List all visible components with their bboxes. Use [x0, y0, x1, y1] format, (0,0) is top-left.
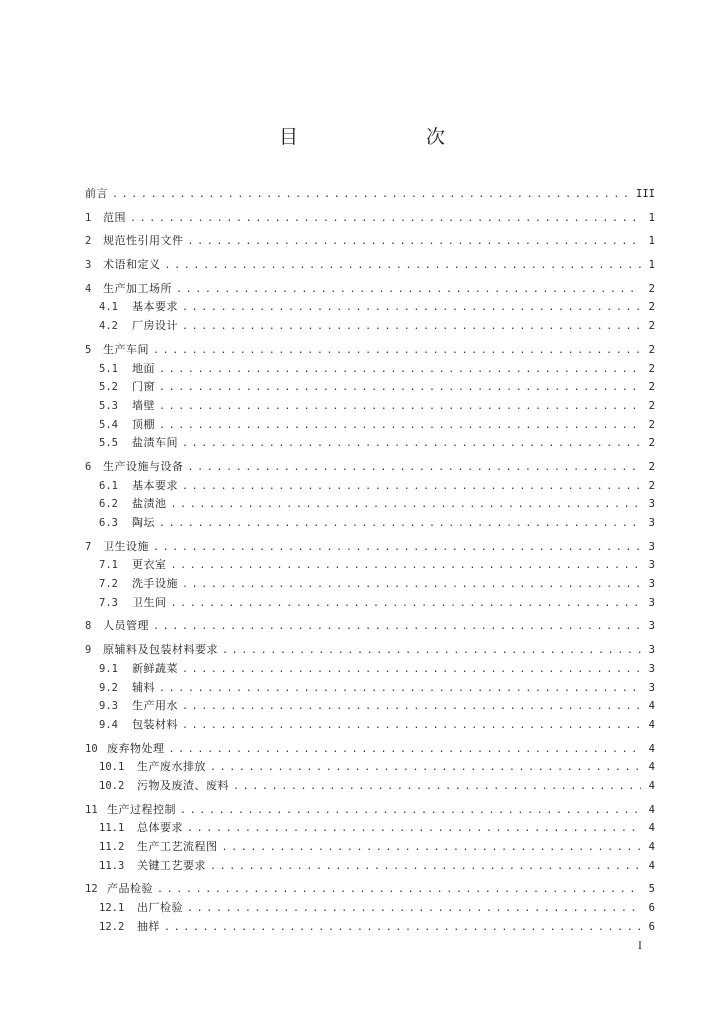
dot-leader [157, 881, 641, 900]
toc-entry-page: 3 [648, 578, 655, 591]
dot-leader [159, 417, 641, 436]
toc-entry-number: 10.1 [99, 761, 125, 774]
toc-entry-number: 4.1 [99, 301, 118, 314]
toc-entry-page: 3 [648, 681, 655, 694]
toc-entry[interactable] [85, 378, 655, 397]
toc-entry-page: 2 [648, 460, 655, 473]
toc-entry[interactable] [85, 397, 655, 416]
dot-leader [182, 661, 641, 680]
toc-entry-number: 5.4 [99, 418, 118, 431]
toc-entry-number: 3 [85, 259, 92, 272]
dot-leader [159, 361, 641, 380]
toc-entry-page: 4 [648, 718, 655, 731]
toc-entry[interactable] [85, 280, 655, 299]
toc-entry[interactable] [85, 716, 655, 735]
toc-entry-title: 新鲜蔬菜 [132, 661, 178, 675]
toc-entry-page: 1 [648, 235, 655, 248]
toc-entry-number: 9.3 [99, 700, 118, 713]
toc-entry-page: 3 [648, 596, 655, 609]
toc-entry-page: 4 [648, 761, 655, 774]
toc-entry-title: 顶棚 [132, 417, 155, 431]
toc-entry-page: 2 [648, 301, 655, 314]
toc-entry-title: 墙壁 [132, 398, 155, 412]
toc-entry-title: 辅料 [132, 680, 155, 694]
dot-leader [182, 299, 641, 318]
toc-entry-number: 7.1 [99, 559, 118, 572]
toc-entry-title: 卫生设施 [103, 539, 149, 553]
dot-leader [153, 342, 641, 361]
dot-leader [188, 233, 642, 252]
table-of-contents [85, 185, 655, 936]
toc-entry-title: 盐渍池 [132, 497, 167, 511]
toc-entry-number: 9.2 [99, 681, 118, 694]
toc-entry[interactable] [85, 416, 655, 435]
toc-entry-title: 范围 [103, 210, 126, 224]
toc-entry-title: 生产废水排放 [137, 760, 206, 774]
toc-entry-title: 产品检验 [107, 882, 153, 896]
toc-entry-number: 12.1 [99, 902, 125, 915]
toc-entry[interactable] [85, 256, 655, 275]
toc-entry[interactable] [85, 232, 655, 251]
dot-leader [182, 318, 641, 337]
toc-entry-title: 人员管理 [103, 619, 149, 633]
toc-entry[interactable] [85, 857, 655, 876]
toc-entry[interactable] [85, 641, 655, 660]
toc-entry-number: 11.3 [99, 859, 125, 872]
toc-entry-title: 门窗 [132, 380, 155, 394]
toc-entry-number: 9.4 [99, 718, 118, 731]
toc-entry[interactable] [85, 341, 655, 360]
toc-entry-title: 生产过程控制 [107, 802, 176, 816]
toc-entry-title: 出厂检验 [137, 901, 183, 915]
dot-leader [233, 778, 641, 797]
toc-entry-title: 卫生间 [132, 595, 167, 609]
toc-entry[interactable] [85, 495, 655, 514]
toc-entry-title: 生产工艺流程图 [137, 840, 218, 853]
toc-entry[interactable] [85, 617, 655, 636]
toc-entry-page: 4 [648, 859, 655, 872]
toc-entry[interactable] [85, 918, 655, 937]
toc-entry-title: 基本要求 [132, 300, 178, 314]
toc-entry-title: 总体要求 [137, 821, 183, 835]
toc-entry-title: 生产用水 [132, 699, 178, 713]
dot-leader [182, 717, 641, 736]
dot-leader [159, 515, 641, 534]
dot-leader [210, 759, 641, 778]
toc-entry-title: 洗手设施 [132, 577, 178, 591]
toc-entry[interactable] [85, 514, 655, 533]
toc-entry-page: 3 [648, 559, 655, 572]
toc-entry[interactable] [85, 185, 655, 204]
toc-entry[interactable] [85, 317, 655, 336]
toc-entry-page: 4 [648, 700, 655, 713]
toc-entry-number: 11 [85, 803, 98, 816]
toc-entry-title: 更衣室 [132, 558, 167, 572]
toc-entry-number: 10.2 [99, 779, 125, 792]
toc-entry[interactable] [85, 838, 655, 857]
toc-entry-title: 原辅料及包装材料要求 [103, 643, 218, 657]
toc-entry-number: 6 [85, 460, 92, 473]
toc-entry-title: 生产加工场所 [103, 281, 172, 295]
toc-entry[interactable] [85, 556, 655, 575]
toc-entry-title: 地面 [132, 361, 155, 375]
toc-entry-title: 生产设施与设备 [103, 459, 184, 473]
toc-entry-title: 前言 [85, 187, 108, 200]
toc-entry-number: 5.3 [99, 399, 118, 412]
toc-entry[interactable] [85, 458, 655, 477]
toc-entry-title: 盐渍车间 [132, 436, 178, 450]
toc-entry-page: 2 [648, 437, 655, 450]
dot-leader [182, 576, 641, 595]
toc-entry[interactable] [85, 740, 655, 759]
toc-entry-title: 废弃物处理 [107, 741, 165, 755]
toc-entry-number: 5 [85, 343, 92, 356]
dot-leader [171, 557, 642, 576]
toc-entry-page: 2 [648, 320, 655, 333]
toc-entry[interactable] [85, 880, 655, 899]
toc-entry-number: 9.1 [99, 662, 118, 675]
toc-entry-page: 3 [648, 644, 655, 657]
dot-leader [182, 698, 641, 717]
dot-leader [182, 478, 641, 497]
toc-entry-number: 8 [85, 620, 92, 633]
toc-entry-page: 4 [648, 822, 655, 835]
toc-entry-page: 3 [648, 540, 655, 553]
dot-leader [222, 642, 641, 661]
toc-entry[interactable] [85, 477, 655, 496]
toc-entry-title: 术语和定义 [103, 258, 161, 272]
toc-entry[interactable] [85, 594, 655, 613]
toc-entry-page: III [636, 188, 655, 200]
toc-entry-page: 3 [648, 517, 655, 529]
toc-entry-number: 1 [85, 211, 92, 224]
toc-entry-number: 2 [85, 235, 92, 248]
toc-entry[interactable] [85, 209, 655, 228]
dot-leader [222, 839, 642, 858]
toc-entry-page: 2 [648, 343, 655, 356]
dot-leader [210, 858, 641, 877]
toc-entry-page: 2 [648, 381, 655, 394]
toc-entry-page: 3 [648, 498, 655, 511]
toc-entry-page: 4 [648, 779, 655, 792]
dot-leader [153, 618, 641, 637]
dot-leader [182, 435, 641, 454]
dot-leader [180, 802, 641, 821]
toc-entry-title: 关键工艺要求 [137, 858, 206, 872]
toc-entry-number: 10 [85, 742, 98, 755]
toc-entry-title: 抽样 [137, 919, 160, 933]
toc-entry-title: 生产车间 [103, 342, 149, 356]
dot-leader [153, 539, 641, 558]
toc-entry[interactable] [85, 434, 655, 453]
toc-entry-title: 污物及废渣、废料 [137, 778, 229, 792]
dot-leader [176, 281, 641, 300]
page-title: 目 次 [278, 126, 475, 148]
toc-entry[interactable] [85, 679, 655, 698]
toc-entry-number: 6.2 [99, 498, 118, 511]
toc-entry-number: 11.2 [99, 841, 125, 853]
toc-entry-page: 5 [648, 883, 655, 896]
toc-entry-number: 11.1 [99, 822, 125, 835]
toc-entry-page: 1 [648, 211, 655, 224]
toc-entry-page: 4 [648, 803, 655, 816]
dot-leader [164, 919, 641, 938]
toc-entry-number: 5.2 [99, 381, 118, 394]
toc-entry-page: 3 [648, 620, 655, 633]
toc-entry-number: 5.5 [99, 437, 118, 450]
dot-leader [188, 459, 642, 478]
dot-leader [187, 900, 641, 919]
dot-leader [171, 595, 642, 614]
toc-entry-number: 5.1 [99, 362, 118, 375]
toc-entry-page: 1 [648, 259, 655, 272]
toc-entry-number: 6.3 [99, 517, 118, 529]
toc-entry-page: 6 [648, 920, 655, 933]
toc-entry-number: 4 [85, 282, 92, 295]
toc-entry-number: 12 [85, 883, 98, 896]
toc-entry-number: 7.2 [99, 578, 118, 591]
toc-entry-title: 厂房设计 [132, 319, 178, 333]
toc-entry-page: 2 [648, 479, 655, 492]
toc-entry[interactable] [85, 575, 655, 594]
toc-entry[interactable] [85, 298, 655, 317]
toc-entry-number: 7 [85, 540, 92, 553]
toc-entry[interactable] [85, 777, 655, 796]
page-number: I [638, 941, 642, 952]
dot-leader [159, 680, 641, 699]
dot-leader [159, 398, 641, 417]
dot-leader [130, 210, 641, 229]
toc-entry[interactable] [85, 758, 655, 777]
dot-leader [159, 379, 641, 398]
toc-entry-number: 4.2 [99, 320, 118, 333]
toc-entry-title: 包装材料 [132, 717, 178, 731]
toc-entry-page: 4 [648, 841, 655, 853]
toc-entry-title: 规范性引用文件 [103, 234, 184, 248]
toc-entry-page: 6 [648, 902, 655, 915]
toc-entry-page: 2 [648, 282, 655, 295]
toc-entry-page: 2 [648, 418, 655, 431]
toc-entry[interactable] [85, 899, 655, 918]
toc-entry-number: 7.3 [99, 596, 118, 609]
dot-leader [165, 257, 642, 276]
toc-entry-title: 陶坛 [132, 516, 155, 529]
dot-leader [112, 186, 632, 205]
toc-entry-page: 4 [648, 742, 655, 755]
toc-entry[interactable] [85, 801, 655, 820]
toc-entry[interactable] [85, 697, 655, 716]
toc-entry[interactable] [85, 660, 655, 679]
toc-entry-page: 3 [648, 662, 655, 675]
toc-entry[interactable] [85, 819, 655, 838]
dot-leader [171, 496, 642, 515]
toc-entry-number: 6.1 [99, 479, 118, 492]
toc-entry-number: 9 [85, 644, 92, 657]
dot-leader [187, 820, 641, 839]
toc-entry-page: 2 [648, 362, 655, 375]
toc-entry-number: 12.2 [99, 920, 125, 933]
toc-entry[interactable] [85, 538, 655, 557]
toc-entry-page: 2 [648, 399, 655, 412]
toc-entry[interactable] [85, 360, 655, 379]
toc-entry-title: 基本要求 [132, 478, 178, 492]
dot-leader [169, 741, 642, 760]
